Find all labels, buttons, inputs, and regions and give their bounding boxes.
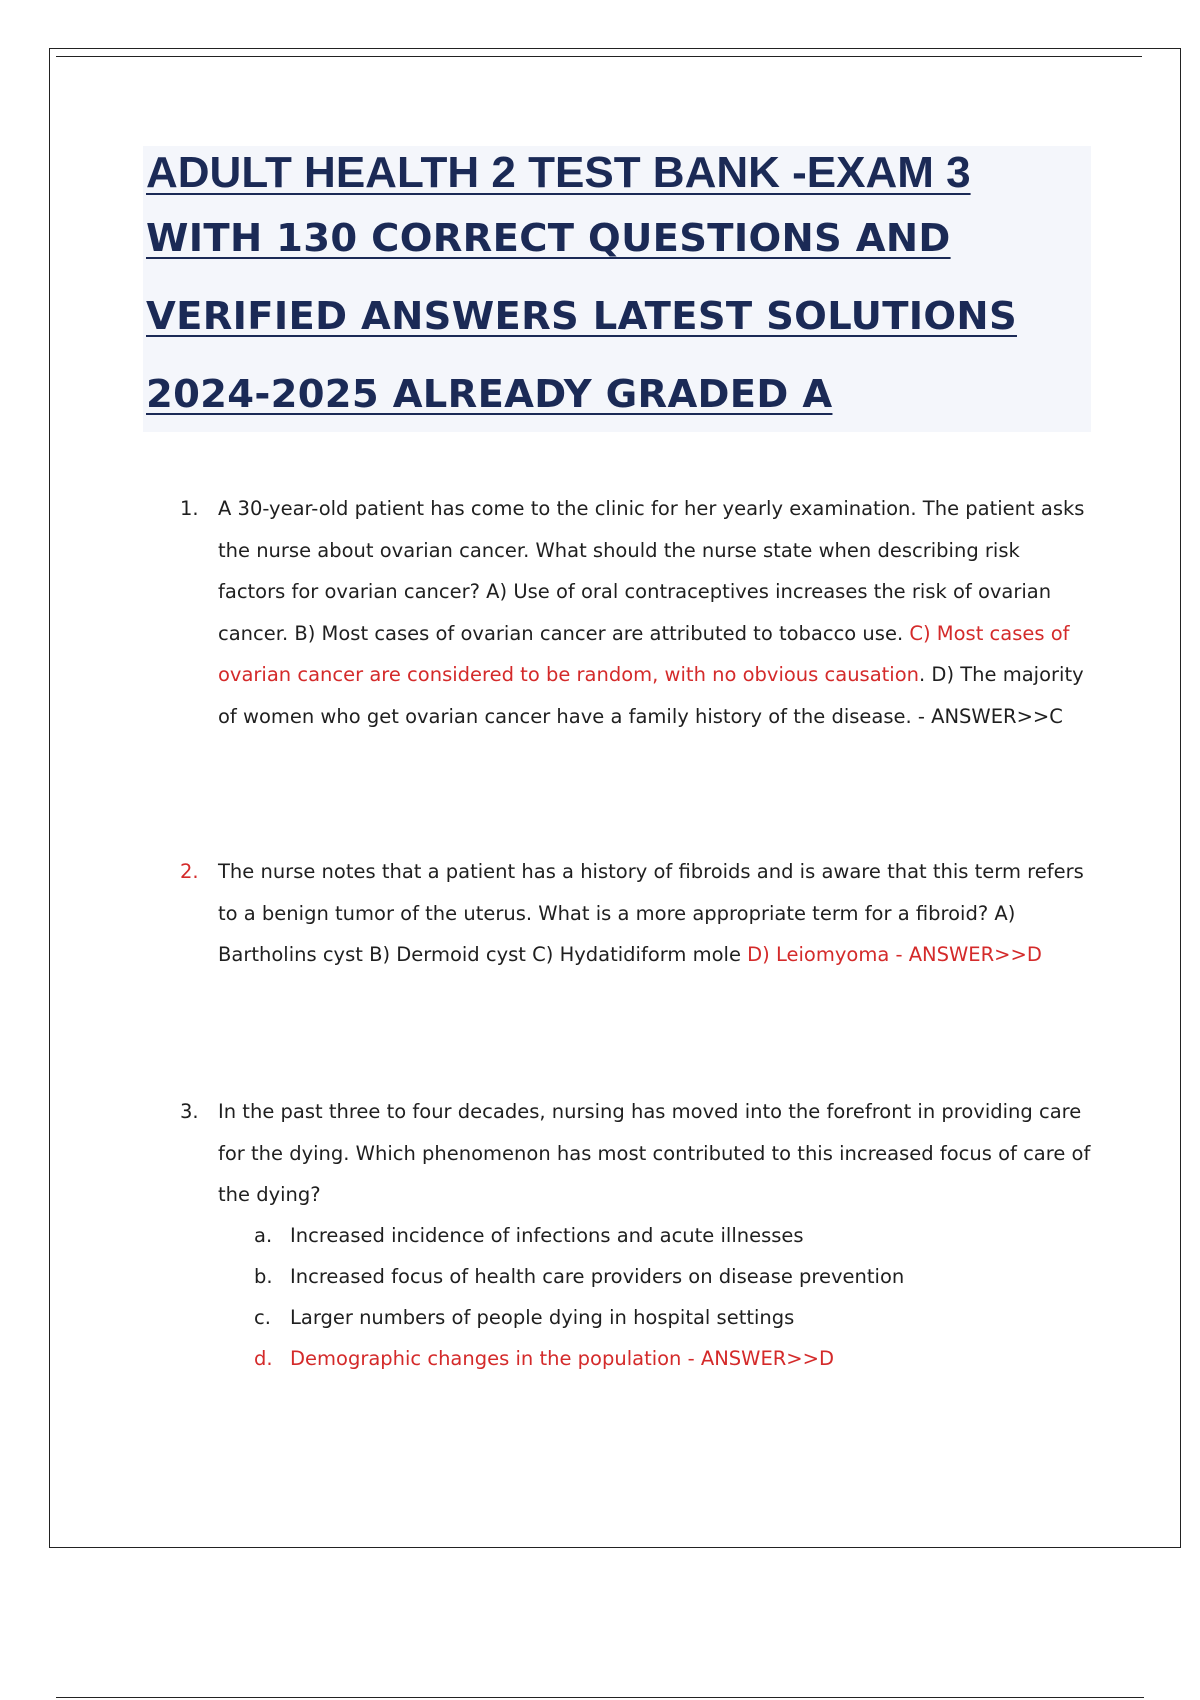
option-text: Demographic changes in the population - ANSWER>>D (290, 1347, 835, 1370)
question-number: 3. (180, 1100, 199, 1123)
option-d-correct (254, 1338, 1074, 1379)
document-title-line-3: VERIFIED ANSWERS LATEST SOLUTIONS (146, 294, 1017, 339)
document-title-line-4: 2024-2025 ALREADY GRADED A (146, 372, 833, 417)
option-a (254, 1215, 1074, 1256)
question-number: 2. (180, 860, 199, 883)
question-text: In the past three to four decades, nursing has moved into the forefront in providing care for the dying. Which phenomenon has most contributed to this increased focus of care of the dying? (218, 1100, 1091, 1206)
option-text: Increased incidence of infections and acute illnesses (290, 1224, 804, 1247)
option-text: Increased focus of health care providers on disease prevention (290, 1265, 905, 1288)
question-number: 1. (180, 497, 199, 520)
document-title-line-2: WITH 130 CORRECT QUESTIONS AND (146, 216, 951, 261)
correct-answer-highlight: D) Leiomyoma - ANSWER>>D (747, 943, 1042, 966)
option-b (254, 1256, 1074, 1297)
option-letter: a. (254, 1224, 273, 1247)
document-title-line-1: ADULT HEALTH 2 TEST BANK -EXAM 3 (146, 148, 971, 197)
option-letter: d. (254, 1347, 273, 1370)
question-text (218, 851, 1092, 976)
option-letter: c. (254, 1306, 271, 1329)
question-text (218, 488, 1092, 737)
answer-options (254, 1215, 1074, 1379)
option-letter: b. (254, 1265, 273, 1288)
bottom-divider (56, 1697, 1144, 1698)
question-stem-continued: . D) The majority of women who get ovarian cancer have a family history of the disease. - ANSWER>>C (218, 663, 1084, 728)
question-stem: A 30-year-old patient has come to the clinic for her yearly examination. The patient asks the nurse about ovarian cancer. What should the nurse state when describing risk factors for ovarian cancer? A) Use of oral contraceptives increases the risk of ovarian cancer. B) Most cases of ovarian cancer are attributed to tobacco use. (218, 497, 1085, 645)
option-text: Larger numbers of people dying in hospital settings (290, 1306, 795, 1329)
question-stem: The nurse notes that a patient has a history of fibroids and is aware that this term refers to a benign tumor of the uterus. What is a more appropriate term for a fibroid? A) Bartholins cyst B) Dermoid cyst C) Hydatidiform mole (218, 860, 1084, 966)
option-c (254, 1297, 1074, 1338)
top-divider (56, 56, 1142, 57)
correct-answer-highlight: C) Most cases of ovarian cancer are considered to be random, with no obvious causation (218, 621, 1070, 686)
